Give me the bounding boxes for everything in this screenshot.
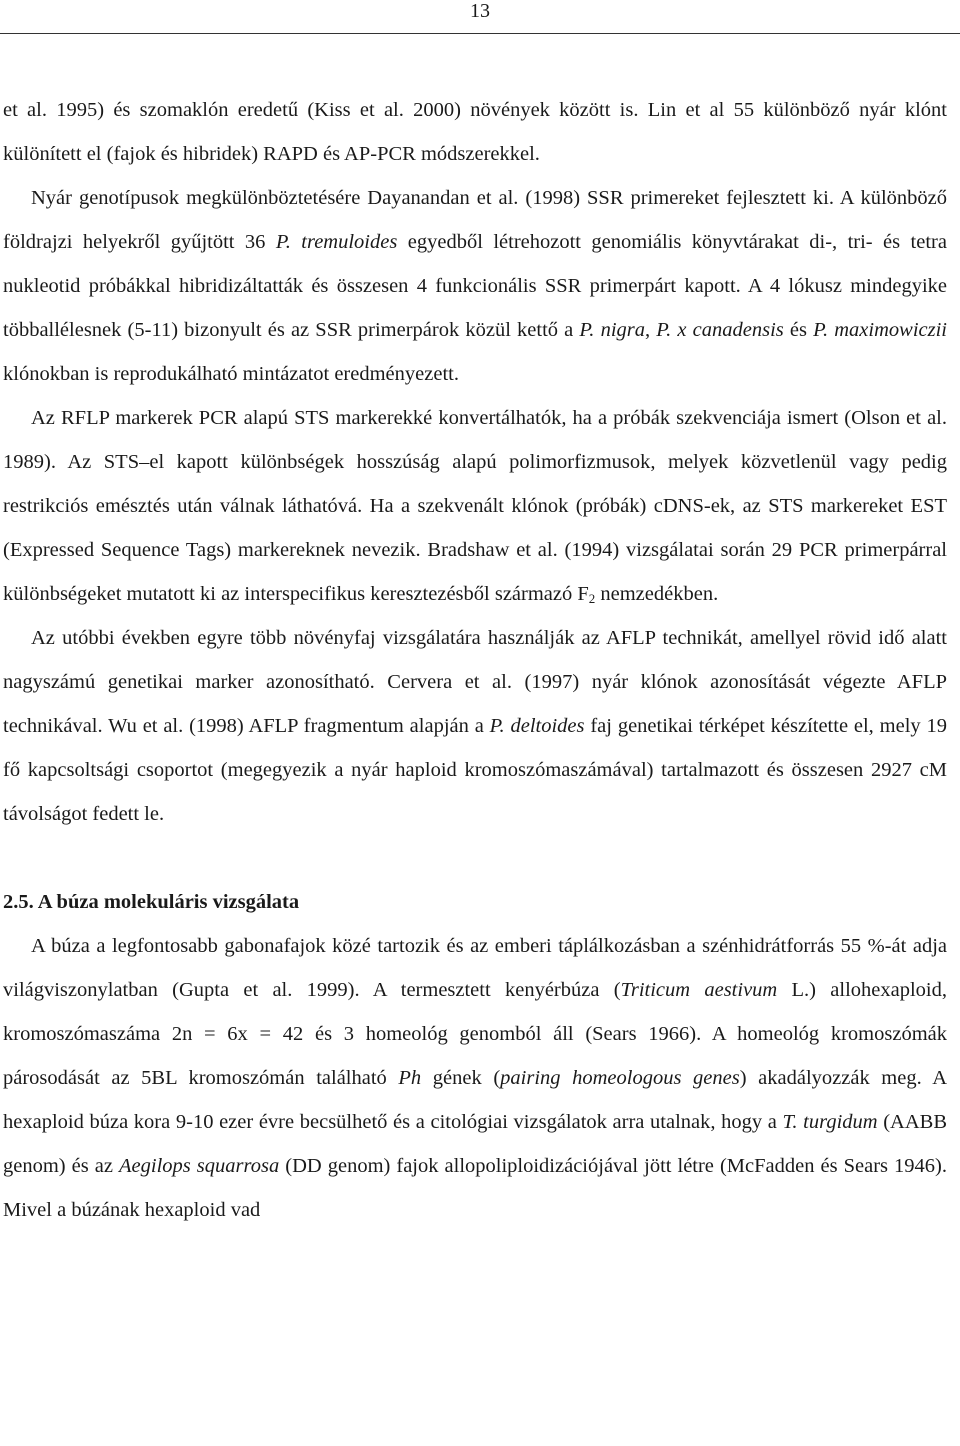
section-title: A búza molekuláris vizsgálata <box>37 891 300 913</box>
section-heading <box>3 880 947 924</box>
species-name: P. x canadensis <box>656 319 784 341</box>
header-divider <box>0 33 960 34</box>
text-run: A búza a legfontosabb gabonafajok közé tartozik és az emberi táplálkozásban a szénhidrátforrás 55 %-át adja világviszonylatban (Gupta et al. 1999). A termesztett kenyérbúza ( <box>3 935 947 1001</box>
text-run: Az RFLP markerek PCR alapú STS markerekké konvertálhatók, ha a próbák szekvenciája ismert (Olson et al. 1989). Az STS–el kapott különbségek hosszúság alapú polimorfizmusok, melyek közvetlenül vagy pedig restrikciós emésztés után válnak láthatóvá. Ha a szekvenált klónok (próbák) cDNS-ek, az STS markereket EST (Expressed Sequence Tags) markereknek nevezik. Bradshaw et al. (1994) vizsgálatai során 29 PCR primerpárral különbségeket mutatott ki az interspecifikus keresztezésből származó F <box>3 407 947 605</box>
gene-name: Ph <box>398 1067 422 1089</box>
text-run: faj genetikai térképet készítette el, mely 19 fő kapcsoltsági csoportot (megegyezik a nyár haploid kromoszómaszámával) tartalmazott és összesen 2927 cM távolságot fedett le. <box>3 715 947 825</box>
species-name: P. tremuloides <box>275 231 398 253</box>
subscript: 2 <box>588 591 596 606</box>
text-run: nemzedékben. <box>595 583 719 605</box>
page-number: 13 <box>470 0 490 22</box>
species-name: P. maximowiczii <box>813 319 947 341</box>
text-run: , <box>645 319 657 341</box>
species-name: P. deltoides <box>489 715 585 737</box>
paragraph-sts-markers <box>3 396 947 616</box>
paragraph-poplar-markers <box>3 88 947 396</box>
text-run: és <box>783 319 814 341</box>
section-number: 2.5. <box>3 891 34 913</box>
paragraph-aflp <box>3 616 947 836</box>
species-name: Triticum aestivum <box>620 979 778 1001</box>
species-name: P. nigra <box>579 319 645 341</box>
paragraph-wheat <box>3 924 947 1232</box>
text-run: egyedből létrehozott genomiális könyvtárakat di-, tri- és tetra nukleotid próbákkal hibridizáltatták és összesen 4 funkcionális SSR primerpárt kapott. A 4 lókusz mindegyike többallélesnek (5-11) bizonyult és az SSR primerpárok közül kettő a <box>3 231 947 341</box>
text-run: Az utóbbi években egyre több növényfaj vizsgálatára használják az AFLP technikát, amellyel rövid idő alatt nagyszámú genetikai marker azonosítható. Cervera et al. (1997) nyár klónok azonosítását végezte AFLP technikával. Wu et al. (1998) AFLP fragmentum alapján a <box>3 627 947 737</box>
species-name: T. turgidum <box>782 1111 878 1133</box>
text-run: gének ( <box>421 1067 501 1089</box>
text-run: klónokban is reprodukálható mintázatot eredményezett. <box>3 363 459 385</box>
text-run: Nyár genotípusok megkülönböztetésére Dayanandan et al. (1998) SSR primereket fejlesztett ki. A különböző földrajzi helyekről gyűjtött 36 <box>3 187 947 253</box>
text-run: ) akadályozzák meg. A hexaploid búza kora 9-10 ezer évre becsülhető és a citológiai vizsgálatok arra utalnak, hogy a <box>3 1067 947 1133</box>
species-name: Aegilops squarrosa <box>119 1155 280 1177</box>
text-run: (DD genom) fajok allopoliploidizációjával jött létre (McFadden és Sears 1946). Mivel a búzának hexaploid vad <box>3 1155 947 1221</box>
document-body <box>3 88 947 1232</box>
section-spacer <box>3 836 947 880</box>
text-run: et al. 1995) és szomaklón eredetű (Kiss et al. 2000) növények között is. Lin et al 55 különböző nyár klónt különített el (fajok és hibridek) RAPD és AP-PCR módszerekkel. <box>3 99 947 165</box>
gene-description: pairing homeologous genes <box>500 1067 740 1089</box>
text-run: (AABB genom) és az <box>3 1111 947 1177</box>
text-run: L.) allohexaploid, kromoszómaszáma 2n = 6x = 42 és 3 homeológ genomból áll (Sears 1966). A homeológ kromoszómák párosodását az 5BL kromoszómán található <box>3 979 948 1089</box>
